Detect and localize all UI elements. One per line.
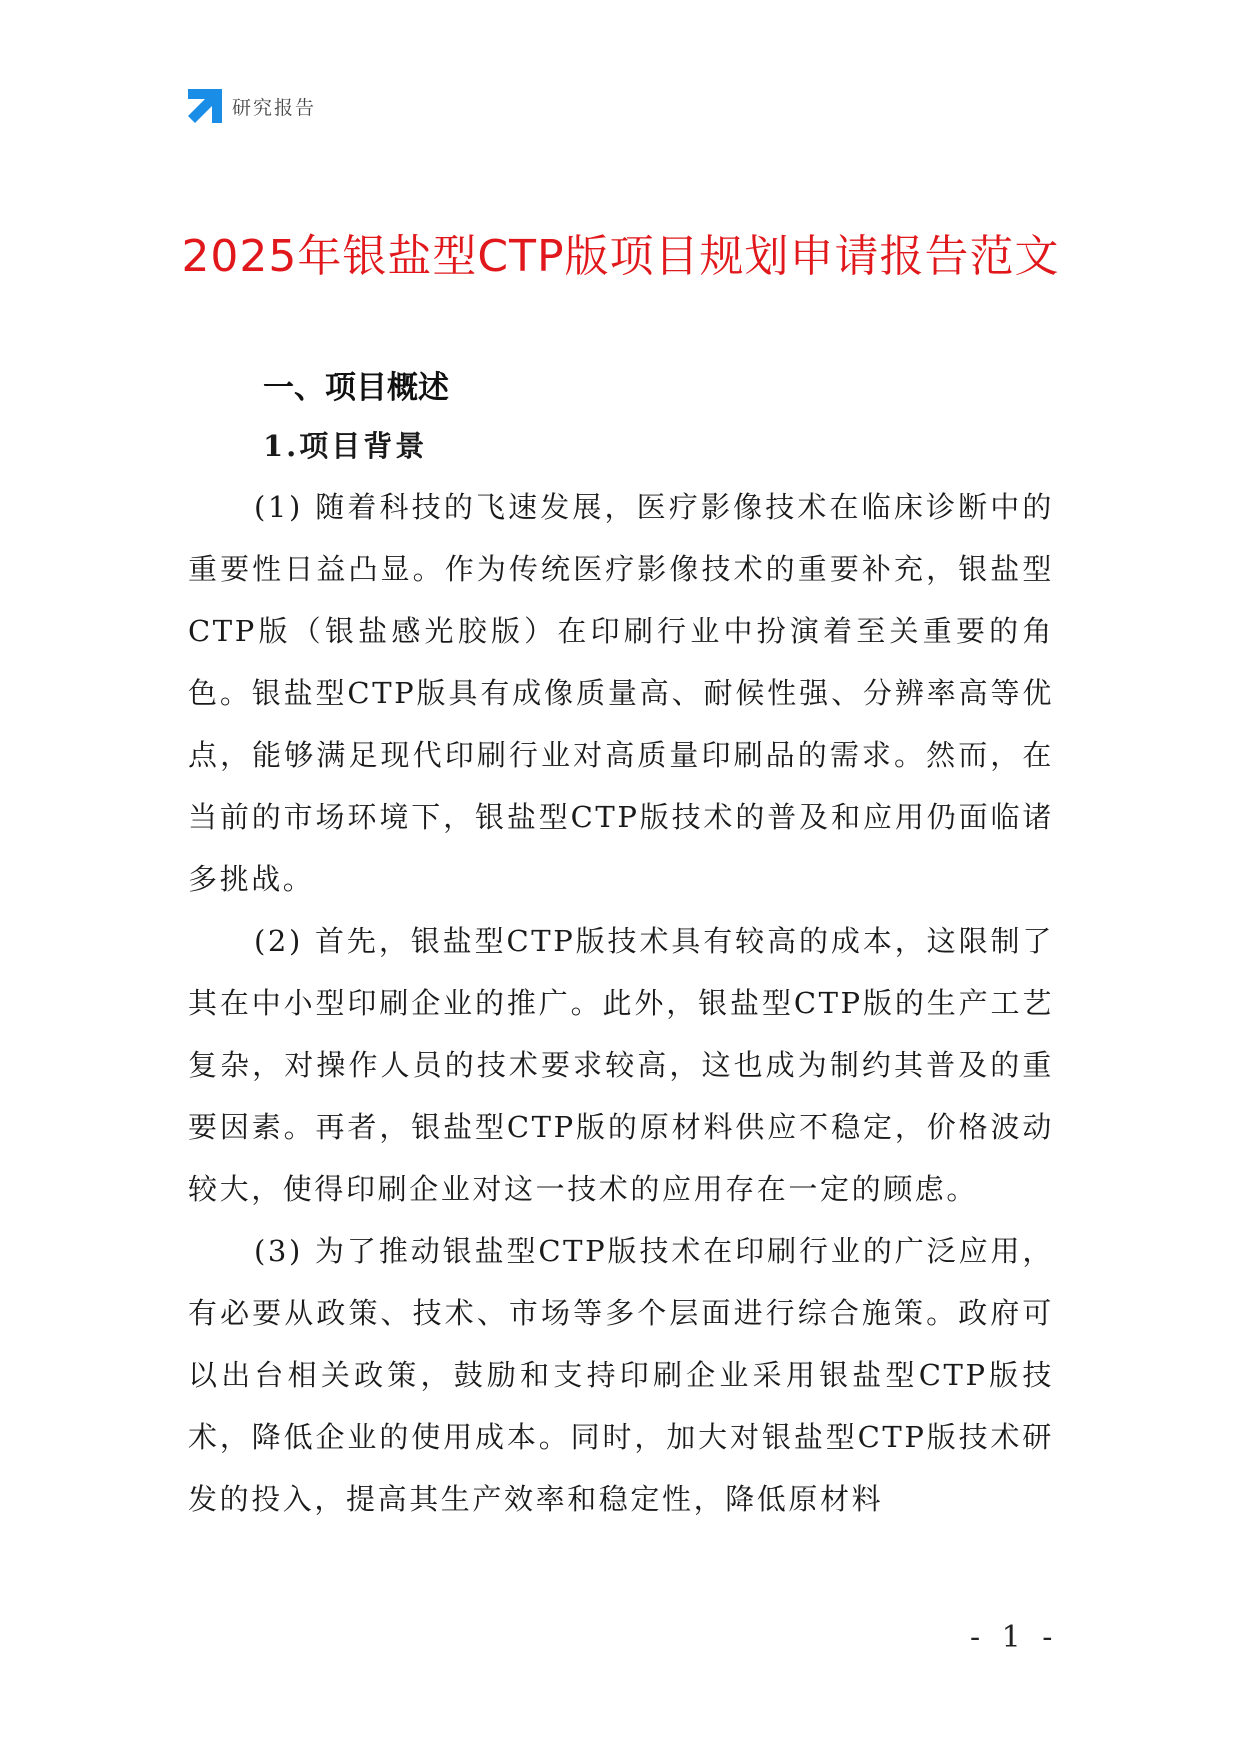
subsection-heading: 1.项目背景 (263, 429, 428, 463)
paragraph: (3) 为了推动银盐型CTP版技术在印刷行业的广泛应用，有必要从政策、技术、市场等多个层面进行综合施策。政府可以出台相关政策，鼓励和支持印刷企业采用银盐型CTP版技术，降低企业的使用成本。同时，加大对银盐型CTP版技术研发的投入，提高其生产效率和稳定性，降低原材料 (188, 1234, 1054, 1516)
page-number: - 1 - (970, 1620, 1059, 1655)
document-title: 2025年银盐型CTP版项目规划申请报告范文 (181, 231, 1060, 282)
arrow-logo-icon (188, 89, 222, 123)
body-text (188, 476, 1054, 1530)
paragraph: (1) 随着科技的飞速发展，医疗影像技术在临床诊断中的重要性日益凸显。作为传统医疗影像技术的重要补充，银盐型CTP版（银盐感光胶版）在印刷行业中扮演着至关重要的角色。银盐型CTP版具有成像质量高、耐候性强、分辨率高等优点，能够满足现代印刷行业对高质量印刷品的需求。然而，在当前的市场环境下，银盐型CTP版技术的普及和应用仍面临诸多挑战。 (188, 490, 1054, 896)
page-header (188, 86, 316, 126)
section-heading: 一、项目概述 (263, 370, 449, 406)
header-label: 研究报告 (232, 96, 317, 119)
paragraph: (2) 首先，银盐型CTP版技术具有较高的成本，这限制了其在中小型印刷企业的推广。此外，银盐型CTP版的生产工艺复杂，对操作人员的技术要求较高，这也成为制约其普及的重要因素。再者，银盐型CTP版的原材料供应不稳定，价格波动较大，使得印刷企业对这一技术的应用存在一定的顾虑。 (188, 924, 1054, 1206)
